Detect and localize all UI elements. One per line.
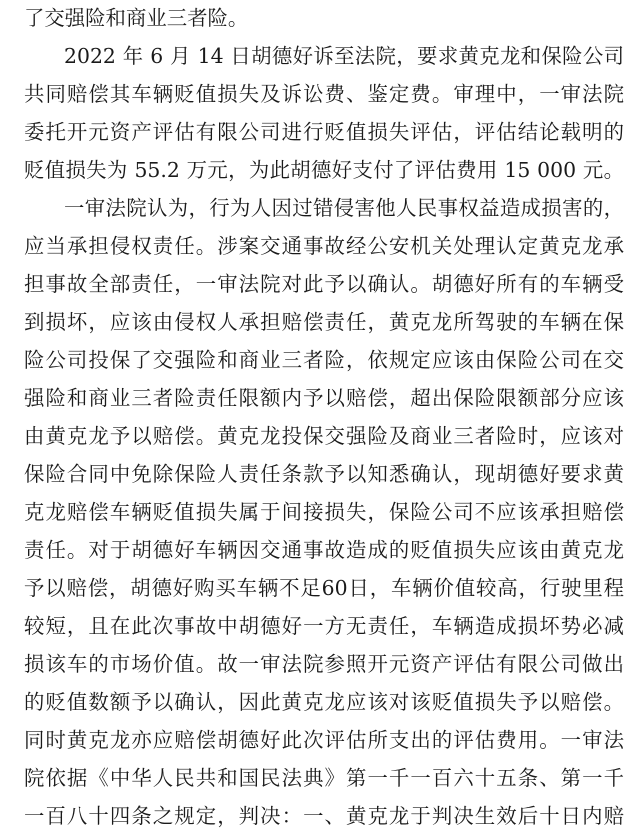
text-line: 克龙赔偿车辆贬值损失属于间接损失，保险公司不应该承担赔偿	[24, 500, 624, 524]
text-line: 贬值损失为 55.2 万元，为此胡德好支付了评估费用 15 000 元。	[24, 158, 624, 182]
text-line: 共同赔偿其车辆贬值损失及诉讼费、鉴定费。审理中，一审法院	[24, 82, 624, 106]
text-line: 损该车的市场价值。故一审法院参照开元资产评估有限公司做出	[24, 652, 624, 676]
text-line: 了交强险和商业三者险。	[24, 6, 249, 30]
text-line: 委托开元资产评估有限公司进行贬值损失评估，评估结论载明的	[24, 120, 624, 144]
text-line: 2022 年 6 月 14 日胡德好诉至法院，要求黄克龙和保险公司	[64, 44, 624, 68]
text-line: 的贬值数额予以确认，因此黄克龙应该对该贬值损失予以赔偿。	[24, 690, 624, 714]
text-line: 应当承担侵权责任。涉案交通事故经公安机关处理认定黄克龙承	[24, 234, 624, 258]
text-line: 担事故全部责任，一审法院对此予以确认。胡德好所有的车辆受	[24, 272, 624, 296]
text-line: 院依据《中华人民共和国民法典》第一千一百六十五条、第一千	[24, 766, 624, 790]
text-line: 到损坏，应该由侵权人承担赔偿责任，黄克龙所驾驶的车辆在保	[24, 310, 624, 334]
text-line: 一审法院认为，行为人因过错侵害他人民事权益造成损害的，	[64, 196, 624, 220]
text-line: 险公司投保了交强险和商业三者险，依规定应该由保险公司在交	[24, 348, 624, 372]
text-line: 强险和商业三者险责任限额内予以赔偿，超出保险限额部分应该	[24, 386, 624, 410]
text-line: 由黄克龙予以赔偿。黄克龙投保交强险及商业三者险时，应该对	[24, 424, 624, 448]
text-line: 同时黄克龙亦应赔偿胡德好此次评估所支出的评估费用。一审法	[24, 728, 624, 752]
text-line: 一百八十四条之规定，判决：一、黄克龙于判决生效后十日内赔	[24, 804, 624, 828]
text-line: 保险合同中免除保险人责任条款予以知悉确认，现胡德好要求黄	[24, 462, 624, 486]
text-line: 予以赔偿，胡德好购买车辆不足60日，车辆价值较高，行驶里程	[24, 576, 624, 600]
text-line: 较短，且在此次事故中胡德好一方无责任，车辆造成损坏势必减	[24, 614, 624, 638]
text-line: 责任。对于胡德好车辆因交通事故造成的贬值损失应该由黄克龙	[24, 538, 624, 562]
